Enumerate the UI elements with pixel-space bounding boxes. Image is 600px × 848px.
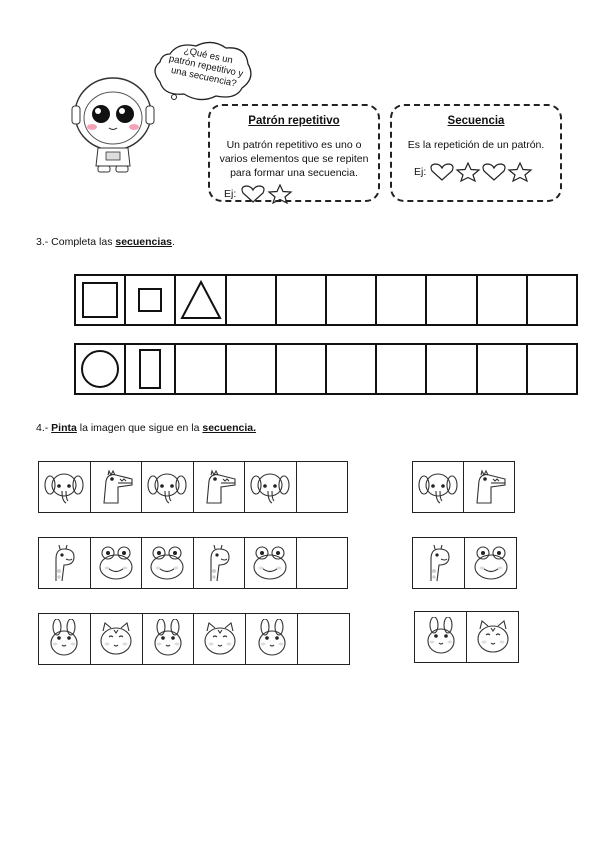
sequence-example-label: Ej:: [414, 166, 427, 178]
empty-cell[interactable]: [297, 614, 349, 664]
frog-icon: [96, 543, 136, 583]
animal-cell[interactable]: [244, 538, 296, 588]
shape-cell: [124, 345, 174, 393]
animal-options-row-1: [412, 461, 515, 513]
empty-cell[interactable]: [375, 276, 425, 324]
animal-sequence-row-1: [38, 461, 348, 513]
empty-cell[interactable]: [275, 345, 325, 393]
shape-sequence-row-1: [74, 274, 578, 326]
star-icon: [507, 162, 533, 182]
pattern-card-title: Patrón repetitivo: [248, 115, 340, 127]
animal-cell[interactable]: [413, 462, 463, 512]
empty-cell[interactable]: [174, 345, 224, 393]
question-3-keyword: secuencias: [115, 236, 172, 248]
tiger-icon: [96, 619, 136, 659]
empty-cell[interactable]: [275, 276, 325, 324]
elephant-icon: [44, 467, 84, 507]
sequence-definition-card: [390, 104, 562, 202]
question-4: 4.- Pinta la imagen que sigue en la secuencia.: [36, 422, 257, 434]
animal-cell[interactable]: [413, 538, 464, 588]
empty-cell[interactable]: [476, 345, 526, 393]
bunny-icon: [252, 619, 292, 659]
animal-sequence-row-2: [38, 537, 348, 589]
empty-cell[interactable]: [526, 276, 576, 324]
animal-options-row-2: [412, 537, 517, 589]
question-4-keyword-paint: Pinta: [51, 422, 77, 434]
animal-cell[interactable]: [245, 614, 297, 664]
bunny-icon: [148, 619, 188, 659]
bunny-icon: [421, 617, 461, 657]
astronaut-illustration: [68, 70, 158, 175]
heart-icon: [430, 163, 454, 181]
bunny-icon: [44, 619, 84, 659]
speech-bubble-text: ¿Qué es un patrón repetitivo y una secuencia?: [167, 45, 245, 90]
animal-cell[interactable]: [193, 462, 245, 512]
empty-cell[interactable]: [325, 276, 375, 324]
animal-cell[interactable]: [39, 462, 90, 512]
empty-cell[interactable]: [476, 276, 526, 324]
elephant-icon: [250, 467, 290, 507]
animal-cell[interactable]: [90, 614, 142, 664]
square-small-icon: [137, 287, 163, 313]
pattern-example-label: Ej:: [224, 188, 237, 200]
pattern-card-body: Un patrón repetitivo es uno o varios elementos que se repiten para formar una secuencia.: [219, 139, 369, 179]
animal-cell[interactable]: [142, 614, 194, 664]
elephant-icon: [418, 467, 458, 507]
animal-sequence-row-3: [38, 613, 350, 665]
sequence-card-title: Secuencia: [447, 115, 505, 127]
empty-cell[interactable]: [325, 345, 375, 393]
heart-icon: [241, 185, 265, 203]
animal-cell[interactable]: [463, 462, 514, 512]
elephant-icon: [147, 467, 187, 507]
crocodile-icon: [199, 467, 239, 507]
tiger-icon: [200, 619, 240, 659]
shape-cell: [76, 345, 124, 393]
giraffe-icon: [419, 543, 459, 583]
giraffe-icon: [199, 543, 239, 583]
tiger-icon: [473, 617, 513, 657]
animal-cell[interactable]: [464, 538, 516, 588]
shape-cell: [174, 276, 224, 324]
giraffe-icon: [44, 543, 84, 583]
square-large-icon: [81, 281, 119, 319]
animal-cell[interactable]: [141, 538, 193, 588]
animal-cell[interactable]: [193, 538, 245, 588]
animal-cell[interactable]: [415, 612, 466, 662]
animal-cell[interactable]: [193, 614, 245, 664]
frog-icon: [250, 543, 290, 583]
pattern-definition-card: [208, 104, 380, 202]
question-4-keyword-sequence: secuencia.: [202, 422, 257, 434]
empty-cell[interactable]: [526, 345, 576, 393]
animal-options-row-3: [414, 611, 519, 663]
triangle-icon: [180, 280, 222, 320]
animal-cell[interactable]: [90, 462, 142, 512]
frog-icon: [471, 543, 511, 583]
empty-cell[interactable]: [225, 276, 275, 324]
animal-cell[interactable]: [39, 614, 90, 664]
crocodile-icon: [96, 467, 136, 507]
heart-icon: [482, 163, 506, 181]
animal-cell[interactable]: [141, 462, 193, 512]
rectangle-tall-icon: [138, 348, 162, 390]
crocodile-icon: [469, 467, 509, 507]
circle-icon: [80, 349, 120, 389]
speech-bubble: [152, 40, 254, 102]
empty-cell[interactable]: [425, 345, 475, 393]
animal-cell[interactable]: [90, 538, 142, 588]
question-3: 3.- Completa las secuencias.: [36, 236, 175, 248]
empty-cell[interactable]: [296, 538, 348, 588]
shape-cell: [76, 276, 124, 324]
empty-cell[interactable]: [225, 345, 275, 393]
empty-cell[interactable]: [375, 345, 425, 393]
shape-cell: [124, 276, 174, 324]
star-icon: [455, 162, 481, 182]
frog-icon: [147, 543, 187, 583]
empty-cell[interactable]: [296, 462, 348, 512]
sequence-card-body: Es la repetición de un patrón.: [407, 139, 545, 151]
animal-cell[interactable]: [466, 612, 518, 662]
empty-cell[interactable]: [425, 276, 475, 324]
shape-sequence-row-2: [74, 343, 578, 395]
star-icon: [267, 184, 293, 204]
animal-cell[interactable]: [39, 538, 90, 588]
animal-cell[interactable]: [244, 462, 296, 512]
